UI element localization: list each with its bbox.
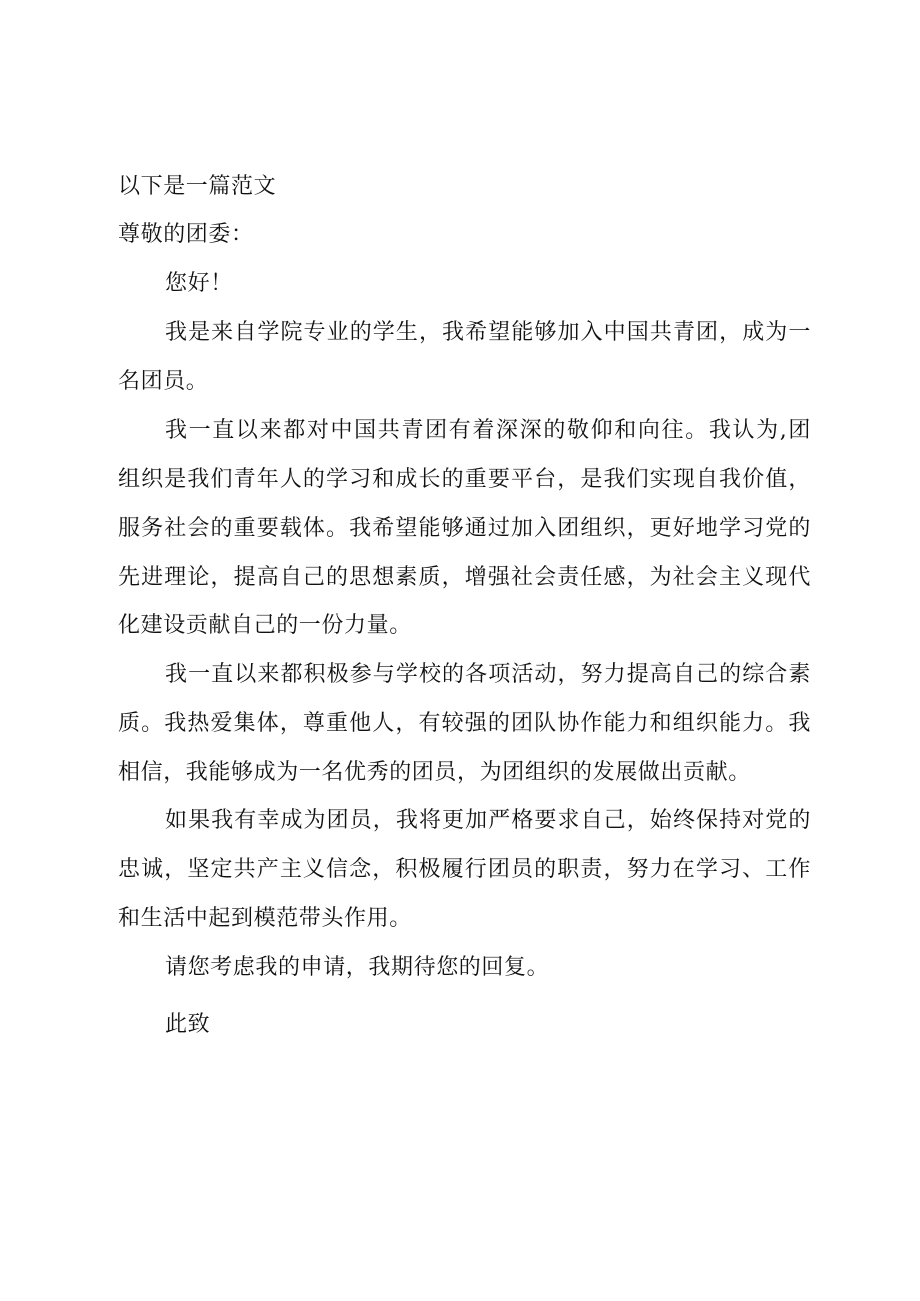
intro-note: 以下是一篇范文 — [118, 174, 277, 199]
paragraph-line: 服务社会的重要载体。我希望能够通过加入团组织，更好地学习党的 — [118, 516, 811, 541]
paragraph-line: 相信，我能够成为一名优秀的团员，为团组织的发展做出贡献。 — [118, 760, 751, 785]
paragraph-line: 忠诚，坚定共产主义信念，积极履行团员的职责，努力在学习、工作 — [118, 857, 811, 882]
closing: 此致 — [165, 1012, 211, 1037]
greeting: 您好！ — [165, 271, 233, 296]
paragraph-line: 请您考虑我的申请，我期待您的回复。 — [165, 955, 550, 980]
paragraph-line: 名团员。 — [118, 369, 209, 394]
salutation: 尊敬的团委： — [118, 222, 254, 247]
paragraph-line: 化建设贡献自己的一份力量。 — [118, 613, 412, 638]
paragraph-line: 我一直以来都对中国共青团有着深深的敬仰和向往。我认为,团 — [165, 418, 811, 443]
paragraph-line: 我是来自学院专业的学生，我希望能够加入中国共青团，成为一 — [165, 320, 811, 345]
paragraph-line: 先进理论，提高自己的思想素质，增强社会责任感，为社会主义现代 — [118, 565, 811, 590]
paragraph-line: 质。我热爱集体，尊重他人，有较强的团队协作能力和组织能力。我 — [118, 711, 811, 736]
paragraph-line: 如果我有幸成为团员，我将更加严格要求自己，始终保持对党的 — [165, 808, 811, 833]
paragraph-line: 组织是我们青年人的学习和成长的重要平台，是我们实现自我价值， — [118, 467, 811, 492]
paragraph-line: 我一直以来都积极参与学校的各项活动，努力提高自己的综合素 — [165, 662, 811, 687]
paragraph-line: 和生活中起到模范带头作用。 — [118, 906, 412, 931]
